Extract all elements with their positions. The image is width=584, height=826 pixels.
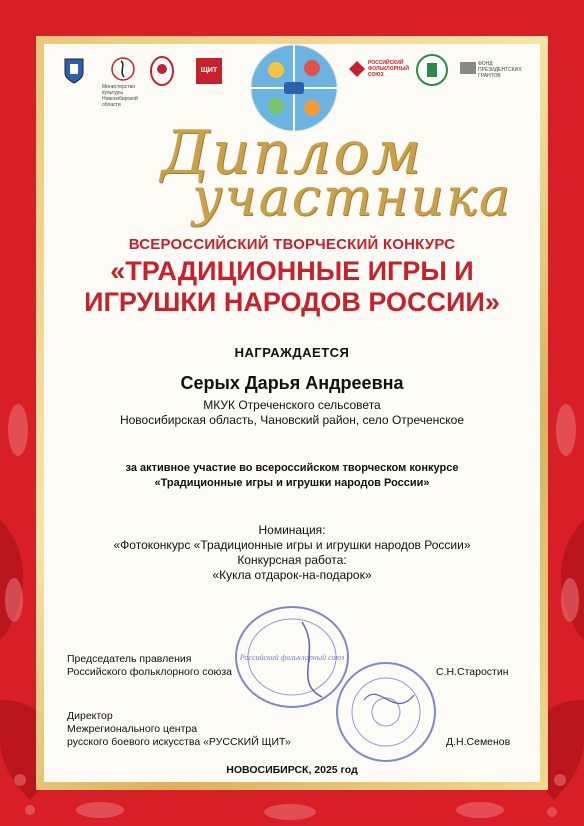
work-value: «Кукла отдарок-на-подарок» <box>212 568 372 582</box>
signature1-name: С.Н.Старостин <box>436 666 509 678</box>
diploma-title-line2: участника <box>192 168 512 228</box>
regional-society-stamp <box>334 660 438 764</box>
shield-logo-text: ЩИТ <box>200 67 218 74</box>
shield-logo <box>196 58 222 84</box>
participation-text <box>0 461 584 491</box>
contest-title-line1: «ТРАДИЦИОННЫЕ ИГРЫ И <box>110 256 474 286</box>
grants-fund-text: ФОНД ПРЕЗИДЕНТСКИХ ГРАНТОВ <box>478 61 522 79</box>
organization-text: МКУК Отреченского сельсовета <box>203 398 381 412</box>
folk-emblem-icon <box>150 56 174 86</box>
participation-line1: за активное участие во всероссийском творческом конкурсе <box>125 462 459 474</box>
folklore-union-icon <box>348 60 366 78</box>
signature1-role-line1: Председатель правления <box>67 653 192 665</box>
ministry-logo-text: Министерство культуры Новосибирской области <box>102 84 138 108</box>
contest-title <box>0 256 584 318</box>
footer-city-year: НОВОСИБИРСК, 2025 год <box>226 764 358 776</box>
folklore-union-text: РОССИЙСКИЙ ФОЛЬКЛОРНЫЙ СОЮЗ <box>368 60 410 78</box>
location-text: Новосибирская область, Чановский район, село Отреченское <box>119 413 465 427</box>
grants-fund-icon <box>460 62 476 74</box>
regional-emblem-icon <box>416 54 448 86</box>
work-label: Конкурсная работа: <box>237 553 347 567</box>
coat-of-arms-icon <box>64 58 84 84</box>
diploma-title-line1: Диплом <box>160 118 424 188</box>
nomination-value: «Фотоконкурс «Традиционные игры и игрушки народов России» <box>113 538 471 552</box>
signature2-role-line3: русского боевого искусства «РУССКИЙ ЩИТ» <box>67 736 291 748</box>
awarded-label: НАГРАЖДАЕТСЯ <box>234 345 350 360</box>
contest-subtitle: ВСЕРОССИЙСКИЙ ТВОРЧЕСКИЙ КОНКУРС <box>128 236 456 253</box>
signature-block-1 <box>67 653 232 679</box>
stamp1-text: Российский фольклорный союз <box>239 653 345 662</box>
nomination-label: Номинация: <box>258 523 326 537</box>
recipient-organization <box>0 398 584 428</box>
signature2-role-line1: Директор <box>67 710 113 722</box>
nomination-block <box>0 523 584 583</box>
signature2-role-line2: Межрегионального центра <box>67 723 198 735</box>
contest-title-line2: ИГРУШКИ НАРОДОВ РОССИИ» <box>84 287 500 317</box>
signature1-role-line2: Российского фольклорного союза <box>67 666 232 678</box>
recipient-name: Серых Дарья Андреевна <box>180 373 404 393</box>
signature2-name: Д.Н.Семенов <box>446 736 511 748</box>
ministry-logo-icon <box>110 56 136 82</box>
participation-line2: «Традиционные игры и игрушки народов России» <box>154 477 430 489</box>
signature-block-2 <box>67 710 291 749</box>
